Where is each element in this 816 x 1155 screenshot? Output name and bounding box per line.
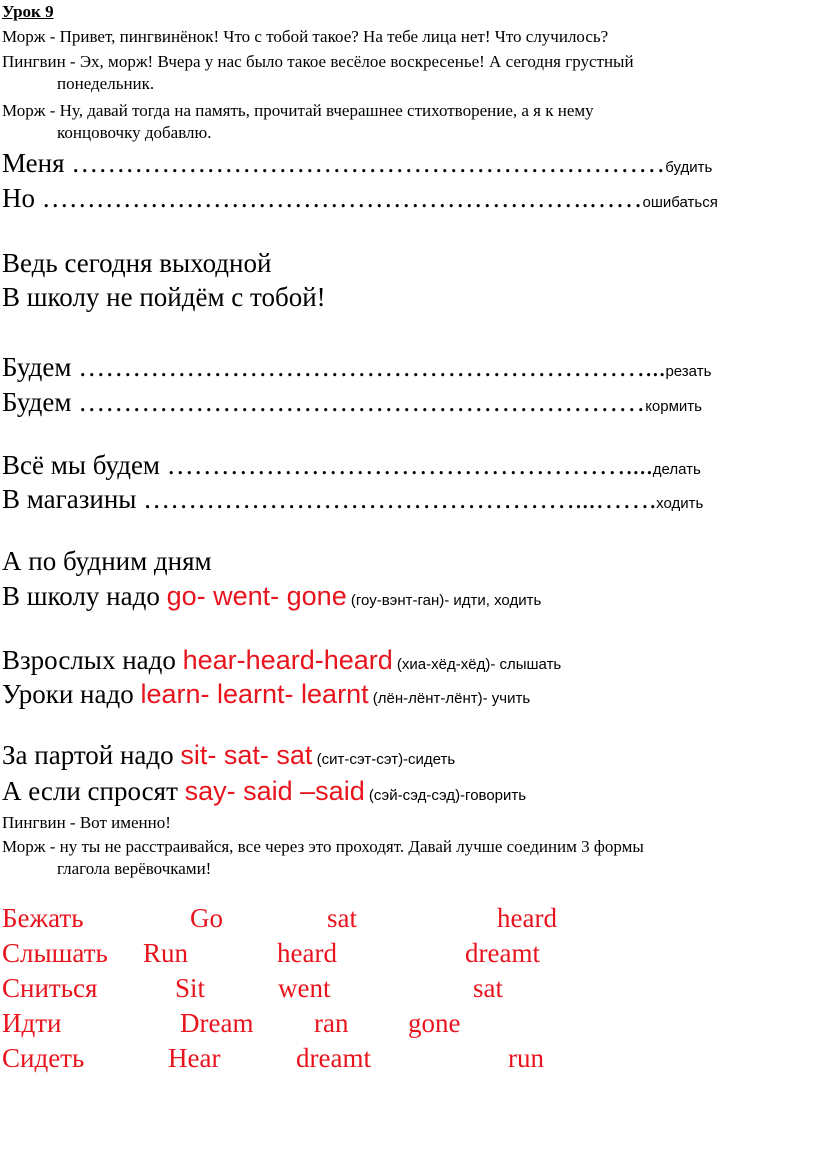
poem-text: Будем [2,352,79,382]
verb-hint: ошибаться [642,194,718,211]
poem-line-11 [2,645,561,676]
speaker: Пингвин [2,52,66,71]
dialog-line [2,812,814,834]
poem-line-4: В школу не пойдём с тобой! [2,282,326,312]
verb-hint: кормить [645,398,702,415]
poem-line-12 [2,679,530,710]
dialog-text: - Эх, морж! Вчера у нас было такое весёлое воскресенье! А сегодня грустный [65,52,634,71]
fill-blank: ……………………………………………………… [78,387,646,417]
fill-blank: …………………………………………….... [166,450,653,480]
poem-text: Взрослых надо [2,645,183,675]
poem-line-2 [2,183,718,214]
dialog-line [2,51,814,95]
fill-blank: ………………………………………………………... [78,352,666,382]
poem-text: Всё мы будем [2,450,167,480]
verb-forms: hear-heard-heard [182,645,393,675]
poem-line-9: А по будним дням [2,546,212,576]
dialog-continuation: понедельник. [57,74,155,93]
transcription: (гоу-вэнт-ган)- идти, ходить [346,592,542,609]
poem-text: В школу надо [2,581,167,611]
speaker: Морж [2,837,46,856]
poem-text: Но [2,183,42,213]
speaker: Морж [2,101,46,120]
grid-cell: Go [190,903,223,933]
poem-text: Меня [2,148,72,178]
poem-text: Будем [2,387,79,417]
grid-cell: gone [408,1008,461,1038]
verb-hint: будить [665,159,713,176]
grid-cell: Сниться [2,973,98,1003]
dialog-continuation: концовочку добавлю. [57,123,212,142]
poem-text: Уроки надо [2,679,141,709]
grid-cell: Бежать [2,903,84,933]
grid-cell: sat [327,903,357,933]
verb-hint: делать [652,461,701,478]
dialog-line [2,26,814,48]
dialog-continuation: глагола верёвочками! [57,859,212,878]
fill-blank: ………………………………………………………… [71,148,666,178]
grid-cell: Sit [175,973,206,1003]
poem-line-3: Ведь сегодня выходной [2,248,272,278]
transcription: (лён-лёнт-лёнт)- учить [368,690,531,707]
verb-forms: learn- learnt- learnt [140,679,369,709]
poem-line-8 [2,484,703,515]
verb-hint: ходить [656,495,704,512]
speaker: Морж [2,27,46,46]
fill-blank: …………………………………………………….…… [41,183,643,213]
verb-forms: go- went- gone [166,581,347,611]
speaker: Пингвин [2,813,66,832]
grid-cell: Dream [180,1008,254,1038]
dialog-text: - Привет, пингвинёнок! Что с тобой такое? На тебе лица нет! Что случилось? [45,27,609,46]
fill-blank: …………………………………………...……. [143,484,657,514]
dialog-line [2,100,814,144]
transcription: (хиа-хёд-хёд)- слышать [392,656,562,673]
verb-forms: sit- sat- sat [180,740,313,770]
grid-cell: heard [277,938,337,968]
poem-text: В магазины [2,484,144,514]
transcription: (сит-сэт-сэт)-сидеть [312,751,456,768]
verb-forms: say- said –said [184,776,365,806]
dialog-text: - ну ты не расстраивайся, все через это проходят. Давай лучше соединим 3 формы [45,837,644,856]
poem-line-5 [2,352,711,383]
grid-cell: Слышать [2,938,108,968]
poem-text: А если спросят [2,776,185,806]
poem-line-6 [2,387,702,418]
grid-cell: ran [314,1008,349,1038]
grid-cell: dreamt [465,938,540,968]
grid-cell: dreamt [296,1043,371,1073]
poem-line-13 [2,740,455,771]
grid-cell: heard [497,903,557,933]
poem-line-10 [2,581,541,612]
poem-line-7 [2,450,701,481]
grid-cell: Идти [2,1008,62,1038]
grid-cell: run [508,1043,544,1073]
grid-cell: sat [473,973,503,1003]
lesson-title: Урок 9 [2,2,54,21]
verb-hint: резать [665,363,712,380]
dialog-text: - Вот именно! [65,813,171,832]
grid-cell: went [278,973,331,1003]
dialog-line [2,836,814,880]
dialog-text: - Ну, давай тогда на память, прочитай вчерашнее стихотворение, а я к нему [45,101,594,120]
grid-cell: Сидеть [2,1043,85,1073]
poem-line-14 [2,776,526,807]
transcription: (сэй-сэд-сэд)-говорить [364,787,527,804]
grid-cell: Hear [168,1043,221,1073]
grid-cell: Run [143,938,189,968]
poem-text: За партой надо [2,740,181,770]
poem-line-1 [2,148,712,179]
